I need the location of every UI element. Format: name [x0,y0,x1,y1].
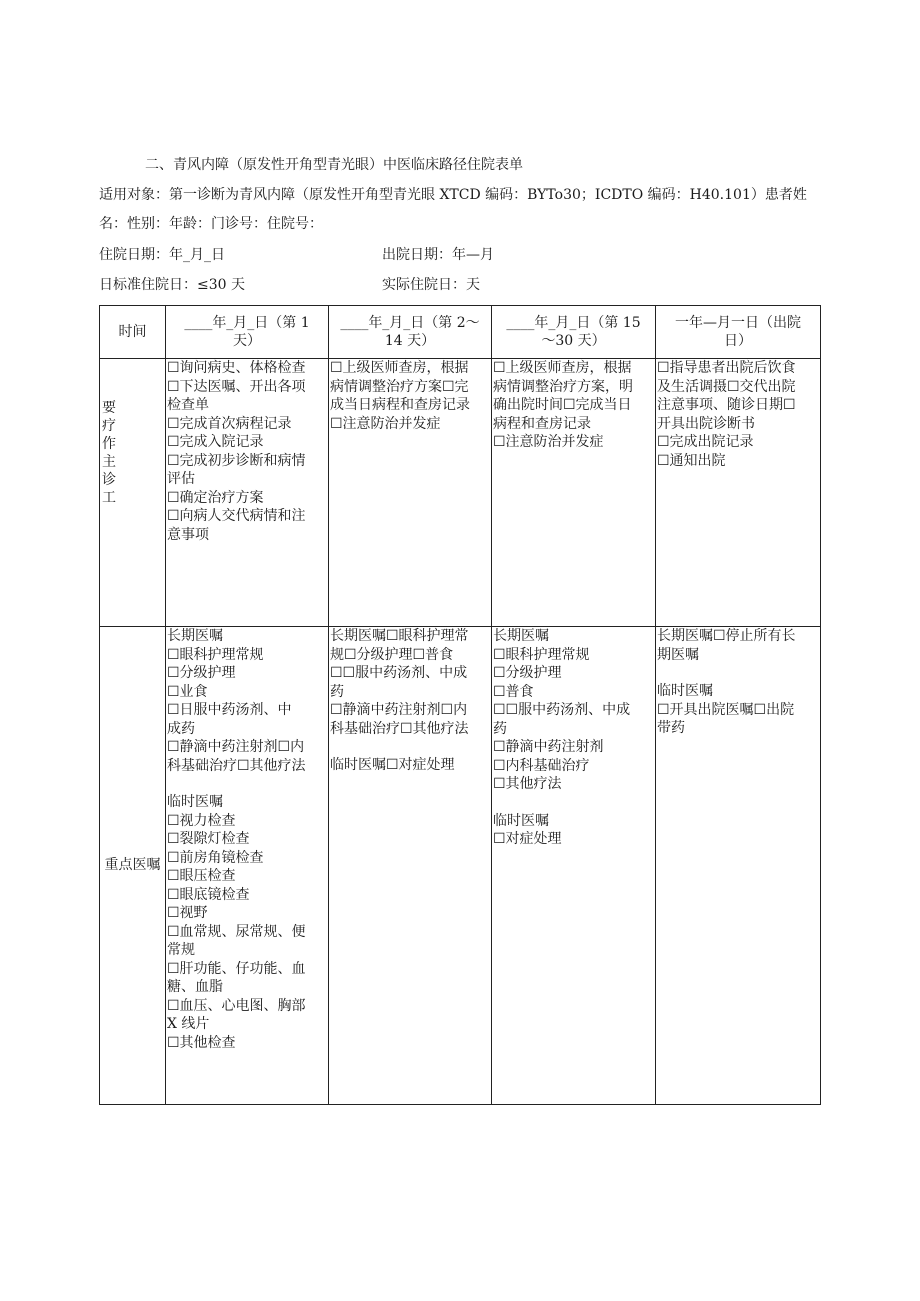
checklist-item: ☐注意防治并发症 [330,415,441,432]
cell-text: 评估 [167,471,195,487]
checklist-item: 确出院时间☐完成当日 [493,397,632,413]
checklist-item: ☐眼压检查 [167,868,236,884]
checklist-item: ☐日服中药汤剂、中 [167,702,292,718]
main-treatment-cell [492,359,656,627]
checklist-item: ☐其他检查 [167,1034,236,1051]
cell-text: 临时医嘱 [657,683,713,699]
applies-to-line: 适用对象：第一诊断为青风内障（原发性开角型青光眼 XTCD 编码：BYTo30；ICDTO 编码：H40.101）患者姓 [99,187,807,203]
vertical-label-char: 要 [102,400,116,416]
cell-text: 病情调整治疗方案，明 [493,378,633,395]
column-header-day1 [166,306,329,359]
checklist-item: ☐血压、心电图、胸部 [167,997,306,1014]
blank-line [330,738,490,756]
column-header-line: 日） [724,333,752,349]
checklist-item: ☐眼底镜检查 [167,886,250,903]
checklist-item: ☐注意防治并发症 [493,434,604,450]
column-header-line: 天） [233,333,261,349]
vertical-label-char: 主 [102,454,116,470]
checklist-item: ☐业食 [167,683,208,700]
checklist-item: ☐询问病史、体格检查 [167,360,306,376]
vertical-label-char: 诊 [102,472,116,488]
blank-line [657,664,819,682]
patient-fields-line: 名：性别：年龄：门诊号：住院号： [99,216,323,232]
checklist-item: ☐血常规、尿常规、便 [167,923,306,940]
vertical-label-char: 工 [102,490,116,506]
cell-text: 病程和查房记录 [493,415,591,432]
cell-text: 长期医嘱 [167,628,223,644]
checklist-item: ☐上级医师查房，根据 [330,360,469,376]
checklist-item: ☐内科基础治疗 [493,757,590,774]
vertical-label-char: 作 [102,436,116,452]
cell-text: 临时医嘱 [493,812,549,829]
column-header-line: ～30 天） [541,333,606,349]
cell-text: 临时医嘱 [167,794,223,810]
column-header-line: ____年_月_日（第 15 [506,315,641,331]
checklist-item: ☐裂隙灯检查 [167,831,250,847]
checklist-item: ☐眼科护理常规 [167,646,264,663]
cell-text: 糖、血脂 [167,979,223,995]
checklist-item: ☐其他疗法 [493,776,562,792]
checklist-item: ☐确定治疗方案 [167,489,264,506]
key-orders-label-text: 重点医嘱 [104,857,161,874]
checklist-item: ☐向病人交代病情和注 [167,508,306,524]
key-orders-label [100,627,166,1105]
checklist-item: 科基础治疗☐其他疗法 [167,757,306,774]
column-header-line: ____年_月_日（第 2～ [340,315,480,331]
checklist-item: ☐普食 [493,683,534,700]
checklist-item: ☐通知出院 [657,452,726,469]
key-orders-row [100,627,821,1105]
column-header-day15-30 [492,306,656,359]
column-header-discharge [656,306,821,359]
cell-text: 意事项 [167,526,209,543]
checklist-item: 病情调整治疗方案☐完 [330,378,469,395]
checklist-item: ☐静滴中药注射剂☐内 [330,702,468,718]
admission-date: 住院日期：年_月_日 [99,247,225,263]
checklist-item: ☐☐服中药汤剂、中成 [330,665,468,681]
main-treatment-label [100,359,166,627]
column-header-line: ____年_月_日（第 1 [184,315,310,331]
column-header-line: 14 天） [384,333,436,349]
checklist-item: ☐静滴中药注射剂☐内 [167,739,305,755]
checklist-item: 长期医嘱☐眼科护理常 [330,628,469,644]
cell-text: 带药 [657,720,685,736]
checklist-item: 长期医嘱☐停止所有长 [657,628,796,644]
cell-text: 成药 [167,720,195,737]
checklist-item: 及生活调摄☐交代出院 [657,378,796,395]
vertical-label-char: 疗 [102,418,116,434]
key-orders-cell [329,627,492,1105]
cell-text: 药 [493,720,507,737]
checklist-item: ☐完成出院记录 [657,434,754,450]
column-header-line: 一年—月一日（出院 [675,315,801,331]
checklist-item: ☐☐服中药汤剂、中成 [493,702,631,718]
actual-stay-days: 实际住院日：天 [382,277,480,293]
checklist-item: ☐下达医嘱、开出各项 [167,378,306,395]
checklist-item: ☐静滴中药注射剂 [493,739,604,755]
checklist-item: ☐指导患者出院后饮食 [657,360,796,376]
cell-text: X 线片 [167,1016,210,1032]
checklist-item: ☐完成初步诊断和病情 [167,452,306,469]
checklist-item: ☐对症处理 [493,831,562,847]
checklist-item: 科基础治疗☐其他疗法 [330,720,469,737]
checklist-item: 临时医嘱☐对症处理 [330,757,455,773]
header-row [100,306,821,359]
key-orders-cell [656,627,821,1105]
cell-text: 成当日病程和查房记录 [330,397,470,413]
time-header [100,306,166,359]
main-treatment-cell [656,359,821,627]
form-title: 二、青风内障（原发性开角型青光眼）中医临床路径住院表单 [145,157,523,173]
cell-text: 检查单 [167,397,209,413]
blank-line [167,775,327,793]
cell-text: 开具出院诊断书 [657,415,755,432]
checklist-item: ☐肝功能、仔功能、血 [167,960,306,977]
checklist-item: ☐视野 [167,905,208,921]
clinical-pathway-table [99,305,821,1105]
key-orders-cell [166,627,329,1105]
cell-text: 药 [330,683,344,700]
blank-line [493,794,654,812]
checklist-item: ☐视力检查 [167,812,236,829]
checklist-item: ☐前房角镜检查 [167,849,264,866]
main-treatment-cell [166,359,329,627]
time-label: 时间 [118,324,147,340]
cell-text: 长期医嘱 [493,628,549,644]
checklist-item: 规☐分级护理☐普食 [330,646,454,663]
main-treatment-cell [329,359,492,627]
discharge-date: 出院日期：年—月 [382,247,494,263]
cell-text: 常规 [167,942,195,958]
standard-stay-days: 日标准住院日：≤30 天 [99,277,245,293]
checklist-item: ☐上级医师查房，根据 [493,360,632,376]
key-orders-cell [492,627,656,1105]
checklist-item: ☐分级护理 [167,665,236,681]
checklist-item: ☐完成入院记录 [167,434,264,450]
checklist-item: ☐开具出院医嘱☐出院 [657,701,795,718]
checklist-item: ☐分级护理 [493,665,562,681]
cell-text: 期医嘱 [657,646,699,663]
checklist-item: ☐眼科护理常规 [493,646,590,663]
main-treatment-row [100,359,821,627]
checklist-item: ☐完成首次病程记录 [167,415,292,432]
checklist-item: 注意事项、随诊日期☐ [657,397,796,413]
column-header-day2-14 [329,306,492,359]
